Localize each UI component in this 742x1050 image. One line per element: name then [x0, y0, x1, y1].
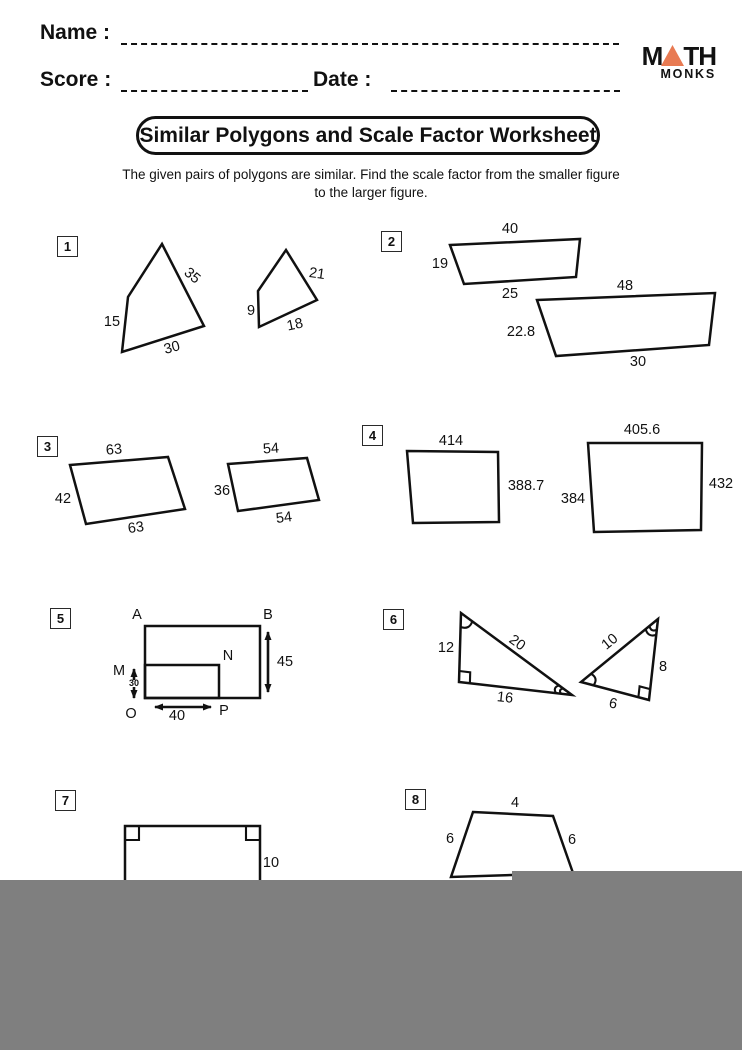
problem-3-badge: 3 — [37, 436, 58, 457]
vertex-label: B — [263, 607, 273, 623]
logo-letter-m: M — [641, 41, 663, 71]
problem-4-figure — [407, 422, 733, 532]
side-label: 10 — [262, 855, 280, 871]
side-label: 432 — [708, 476, 734, 492]
side-label: 19 — [431, 256, 449, 272]
side-label: 16 — [496, 689, 514, 707]
side-label: 10 — [598, 630, 622, 654]
side-label: 384 — [560, 491, 586, 507]
p3-large-parallelogram — [70, 457, 185, 524]
p2-large-trapezoid — [537, 293, 715, 356]
p5-inner-rectangle — [145, 665, 219, 698]
problem-5-badge: 5 — [50, 608, 71, 629]
vertex-label: N — [222, 648, 234, 664]
problem-8-figure — [446, 795, 576, 877]
dimension-label: 30 — [128, 678, 140, 688]
problem-6-figure — [438, 613, 667, 713]
side-label: 20 — [505, 631, 529, 655]
gray-overlay-band — [0, 880, 742, 1050]
side-label: 21 — [307, 264, 327, 284]
vertex-label: O — [125, 706, 137, 722]
p2-small-trapezoid — [450, 239, 580, 284]
problem-2-badge: 2 — [381, 231, 402, 252]
date-label: Date : — [313, 68, 372, 91]
p5-outer-rectangle — [145, 626, 260, 698]
side-label: 42 — [54, 491, 72, 507]
side-label: 25 — [501, 286, 519, 302]
side-label: 54 — [275, 509, 293, 527]
side-label: 30 — [629, 354, 647, 370]
side-label: 54 — [262, 440, 280, 458]
side-label: 35 — [180, 264, 204, 288]
logo-subtitle: MONKS — [660, 67, 716, 81]
score-label: Score : — [40, 68, 112, 91]
vertex-label: M — [112, 663, 126, 679]
name-label: Name : — [40, 21, 111, 44]
right-angle-mark — [125, 826, 139, 840]
problem-1-badge: 1 — [57, 236, 78, 257]
side-label: 40 — [501, 221, 519, 237]
side-label: 36 — [213, 483, 231, 499]
p4-small-rectangle — [407, 451, 499, 523]
worksheet-title: Similar Polygons and Scale Factor Worksheet — [136, 116, 600, 155]
side-label: 30 — [162, 338, 182, 358]
instructions-line1: The given pairs of polygons are similar. Find the scale factor from the smaller figure — [122, 167, 620, 182]
problem-6-badge: 6 — [383, 609, 404, 630]
side-label: 15 — [103, 314, 121, 330]
vertex-label: P — [219, 703, 229, 719]
vertex-label: A — [132, 607, 142, 623]
problem-3-figure — [55, 440, 319, 537]
p3-small-parallelogram — [228, 458, 319, 511]
right-angle-mark — [246, 826, 260, 840]
p1-large-quadrilateral — [122, 244, 204, 352]
problem-5-figure — [113, 607, 293, 724]
p4-large-rectangle — [588, 443, 702, 532]
problem-1-figure — [104, 244, 326, 358]
logo-letters-th: TH — [683, 41, 716, 71]
problem-8-badge: 8 — [405, 789, 426, 810]
side-label: 388.7 — [507, 478, 545, 494]
side-label: 8 — [658, 659, 668, 675]
p1-small-quadrilateral — [258, 250, 317, 327]
p8-trapezoid — [451, 812, 573, 877]
side-label: 6 — [445, 831, 455, 847]
dimension-label: 40 — [168, 708, 186, 724]
side-label: 63 — [105, 441, 123, 459]
side-label: 6 — [567, 832, 577, 848]
side-label: 6 — [607, 695, 619, 713]
side-label: 63 — [126, 518, 146, 538]
side-label: 414 — [438, 433, 464, 449]
dimension-label: 45 — [276, 654, 294, 670]
angle-arc — [461, 621, 473, 628]
side-label: 4 — [510, 795, 520, 811]
side-label: 12 — [437, 640, 455, 656]
side-label: 18 — [285, 315, 305, 335]
problem-4-badge: 4 — [362, 425, 383, 446]
side-label: 405.6 — [623, 422, 661, 438]
side-label: 22.8 — [506, 324, 536, 340]
angle-arc — [650, 626, 657, 631]
problem-2-figure — [432, 221, 715, 370]
instructions-line2: to the larger figure. — [314, 185, 428, 200]
p6-left-triangle — [459, 613, 572, 695]
side-label: 48 — [616, 278, 634, 294]
problem-7-badge: 7 — [55, 790, 76, 811]
side-label: 9 — [246, 303, 256, 319]
